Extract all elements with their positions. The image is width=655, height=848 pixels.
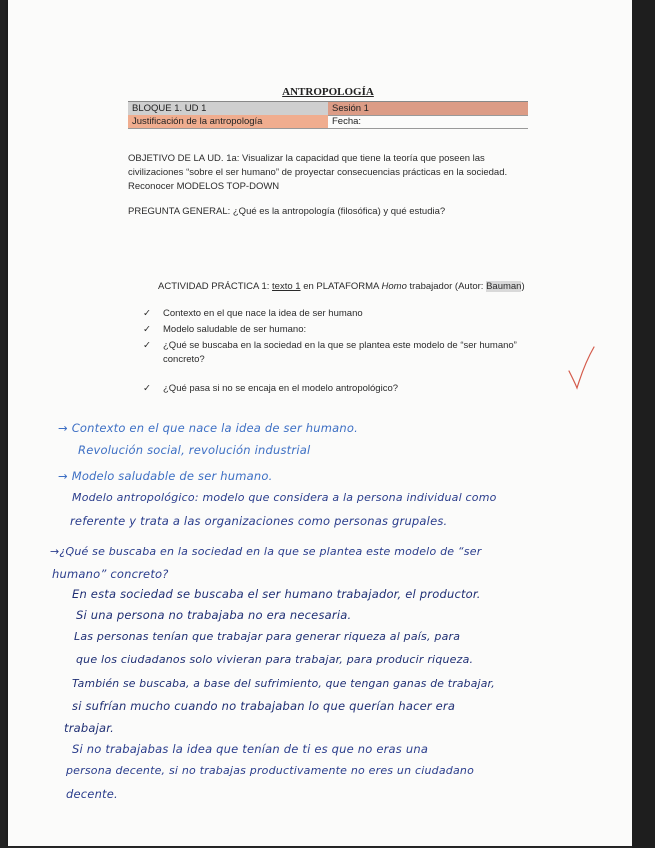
handwriting-line: que los ciudadanos solo vivieran para trabajar, para producir riqueza. (76, 653, 474, 666)
handwriting-line: trabajar. (64, 721, 115, 735)
handwriting-line: →¿Qué se buscaba en la sociedad en la que se plantea este modelo de “ser (50, 545, 482, 558)
handwriting-line: persona decente, si no trabajas productivamente no eres un ciudadano (66, 764, 474, 777)
pregunta-general: PREGUNTA GENERAL: ¿Qué es la antropología (filosófica) y qué estudia? (128, 206, 446, 217)
background-edge-left (0, 0, 8, 848)
check-icon: ✓ (143, 340, 151, 351)
actividad-middle: en PLATAFORMA (300, 281, 382, 292)
actividad-rest: trabajador (Autor: (406, 281, 487, 292)
header-row-2 (128, 115, 528, 129)
handwriting-line: → Modelo saludable de ser humano. (58, 469, 273, 483)
handwriting-line: Si una persona no trabajaba no era necesaria. (76, 608, 352, 622)
bloque-cell: BLOQUE 1. UD 1 (132, 103, 207, 114)
handwriting-line: referente y trata a las organizaciones como personas grupales. (70, 514, 448, 528)
actividad-prefix: ACTIVIDAD PRÁCTICA 1: (158, 281, 273, 292)
handwriting-line: Revolución social, revolución industrial (78, 443, 311, 457)
red-checkmark-icon (566, 345, 596, 391)
justificacion-cell: Justificación de la antropología (128, 115, 328, 128)
handwriting-line: → Contexto en el que nace la idea de ser humano. (58, 421, 358, 435)
header-row-1 (128, 101, 528, 116)
actividad-homo: Homo (381, 281, 407, 292)
check-icon: ✓ (143, 308, 151, 319)
actividad-practica (158, 280, 558, 294)
texto-link: texto 1 (272, 281, 301, 292)
check-icon: ✓ (143, 383, 151, 394)
handwriting-line: Las personas tenían que trabajar para generar riqueza al país, para (74, 630, 461, 643)
handwriting-line: En esta sociedad se buscaba el ser humano trabajador, el productor. (72, 587, 481, 601)
handwriting-line: decente. (66, 787, 118, 801)
check-icon: ✓ (143, 324, 151, 335)
background-edge-right (632, 0, 655, 848)
sesion-cell: Sesión 1 (328, 102, 528, 115)
handwriting-line: humano” concreto? (52, 567, 169, 581)
document-title: ANTROPOLOGÍA (282, 86, 374, 98)
autor-name: Bauman (486, 281, 522, 292)
checklist-item: ✓ ¿Qué se buscaba en la sociedad en la que se plantea este modelo de “ser humano” concreto? (143, 340, 517, 365)
handwriting-line: Si no trabajabas la idea que tenían de ti es que no eras una (72, 742, 429, 756)
fecha-cell: Fecha: (332, 116, 362, 127)
handwriting-line: si sufrían mucho cuando no trabajaban lo que querían hacer era (72, 699, 456, 713)
checklist-item: ✓ Contexto en el que nace la idea de ser humano (143, 308, 363, 319)
checklist-item: ✓ ¿Qué pasa si no se encaja en el modelo antropológico? (143, 383, 399, 394)
checklist-item: ✓ Modelo saludable de ser humano: (143, 324, 307, 335)
handwriting-line: También se buscaba, a base del sufrimiento, que tengan ganas de trabajar, (72, 677, 495, 690)
handwriting-line: Modelo antropológico: modelo que considera a la persona individual como (72, 491, 497, 504)
objetivo-paragraph: OBJETIVO DE LA UD. 1a: Visualizar la capacidad que tiene la teoría que poseen las civilizaciones “sobre el ser humano” de proyectar consecuencias prácticas en la sociedad. Reconocer MODELOS TOP-DOWN (128, 153, 508, 192)
actividad-close: ) (521, 281, 525, 292)
